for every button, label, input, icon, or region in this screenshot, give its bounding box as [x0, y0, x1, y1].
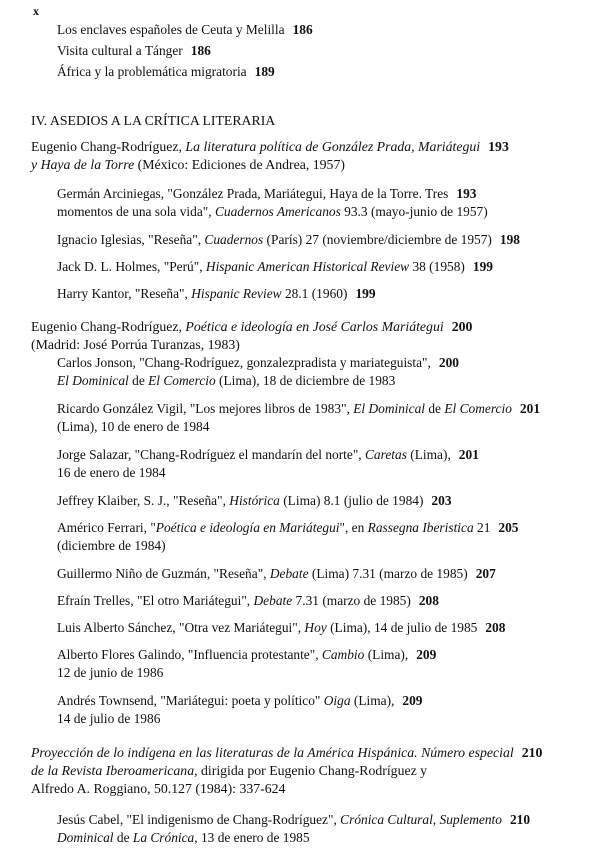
- review-entry: Carlos Jonson, "Chang-Rodríguez, gonzalezpradista y mariateguista", 200: [57, 355, 459, 370]
- list-item: África y la problemática migratoria 189: [57, 64, 275, 79]
- book-entry-cont: y Haya de la Torre (México: Ediciones de Andrea, 1957): [31, 157, 345, 172]
- list-item: Los enclaves españoles de Ceuta y Melilla 186: [57, 22, 313, 37]
- review-entry: Américo Ferrari, "Poética e ideología en Mariátegui", en Rassegna Iberistica 21 205: [57, 520, 519, 535]
- book-entry-cont: de la Revista Iberoamericana, dirigida por Eugenio Chang-Rodríguez y: [31, 763, 428, 778]
- book-entry-cont: Alfredo A. Roggiano, 50.127 (1984): 337-624: [31, 781, 286, 796]
- review-entry: Jack D. L. Holmes, "Perú", Hispanic American Historical Review 38 (1958) 199: [57, 259, 493, 274]
- section-title: IV. ASEDIOS A LA CRÍTICA LITERARIA: [31, 113, 276, 128]
- review-entry: Germán Arciniegas, "González Prada, Mariátegui, Haya de la Torre. Tres 193: [57, 186, 477, 201]
- review-entry: Andrés Townsend, "Mariátegui: poeta y político" Oiga (Lima), 209: [57, 693, 423, 708]
- review-entry: Efraín Trelles, "El otro Mariátegui", Debate 7.31 (marzo de 1985) 208: [57, 593, 439, 608]
- book-entry-cont: (Madrid: José Porrúa Turanzas, 1983): [31, 337, 240, 352]
- review-entry: Ricardo González Vigil, "Los mejores libros de 1983", El Dominical de El Comercio 201: [57, 401, 541, 416]
- review-entry: Harry Kantor, "Reseña", Hispanic Review 28.1 (1960) 199: [57, 286, 376, 301]
- page-number: x: [33, 4, 39, 18]
- book-entry: Eugenio Chang-Rodríguez, La literatura política de González Prada, Mariátegui 193: [31, 139, 509, 154]
- review-entry-cont: 16 de enero de 1984: [57, 465, 166, 480]
- list-item: Visita cultural a Tánger 186: [57, 43, 211, 58]
- review-entry-cont: (Lima), 10 de enero de 1984: [57, 419, 210, 434]
- review-entry-cont: 14 de julio de 1986: [57, 711, 161, 726]
- book-entry: Eugenio Chang-Rodríguez, Poética e ideología en José Carlos Mariátegui 200: [31, 319, 473, 334]
- review-entry: Jorge Salazar, "Chang-Rodríguez el mandarín del norte", Caretas (Lima), 201: [57, 447, 479, 462]
- review-entry-cont: Dominical de La Crónica, 13 de enero de 1985: [57, 830, 310, 845]
- book-entry: Proyección de lo indígena en las literaturas de la América Hispánica. Número especial 210: [31, 745, 543, 760]
- review-entry-cont: El Dominical de El Comercio (Lima), 18 de diciembre de 1983: [57, 373, 396, 388]
- review-entry-cont: 12 de junio de 1986: [57, 665, 164, 680]
- review-entry: Alberto Flores Galindo, "Influencia protestante", Cambio (Lima), 209: [57, 647, 437, 662]
- review-entry: Ignacio Iglesias, "Reseña", Cuadernos (París) 27 (noviembre/diciembre de 1957) 198: [57, 232, 520, 247]
- review-entry: Jeffrey Klaiber, S. J., "Reseña", Histórica (Lima) 8.1 (julio de 1984) 203: [57, 493, 452, 508]
- review-entry: Jesús Cabel, "El indigenismo de Chang-Rodríguez", Crónica Cultural, Suplemento 210: [57, 812, 531, 827]
- review-entry-cont: (diciembre de 1984): [57, 538, 166, 553]
- review-entry: Guillermo Niño de Guzmán, "Reseña", Debate (Lima) 7.31 (marzo de 1985) 207: [57, 566, 496, 581]
- review-entry: Luis Alberto Sánchez, "Otra vez Mariátegui", Hoy (Lima), 14 de julio de 1985 208: [57, 620, 506, 635]
- review-entry-cont: momentos de una sola vida", Cuadernos Americanos 93.3 (mayo-junio de 1957): [57, 204, 488, 219]
